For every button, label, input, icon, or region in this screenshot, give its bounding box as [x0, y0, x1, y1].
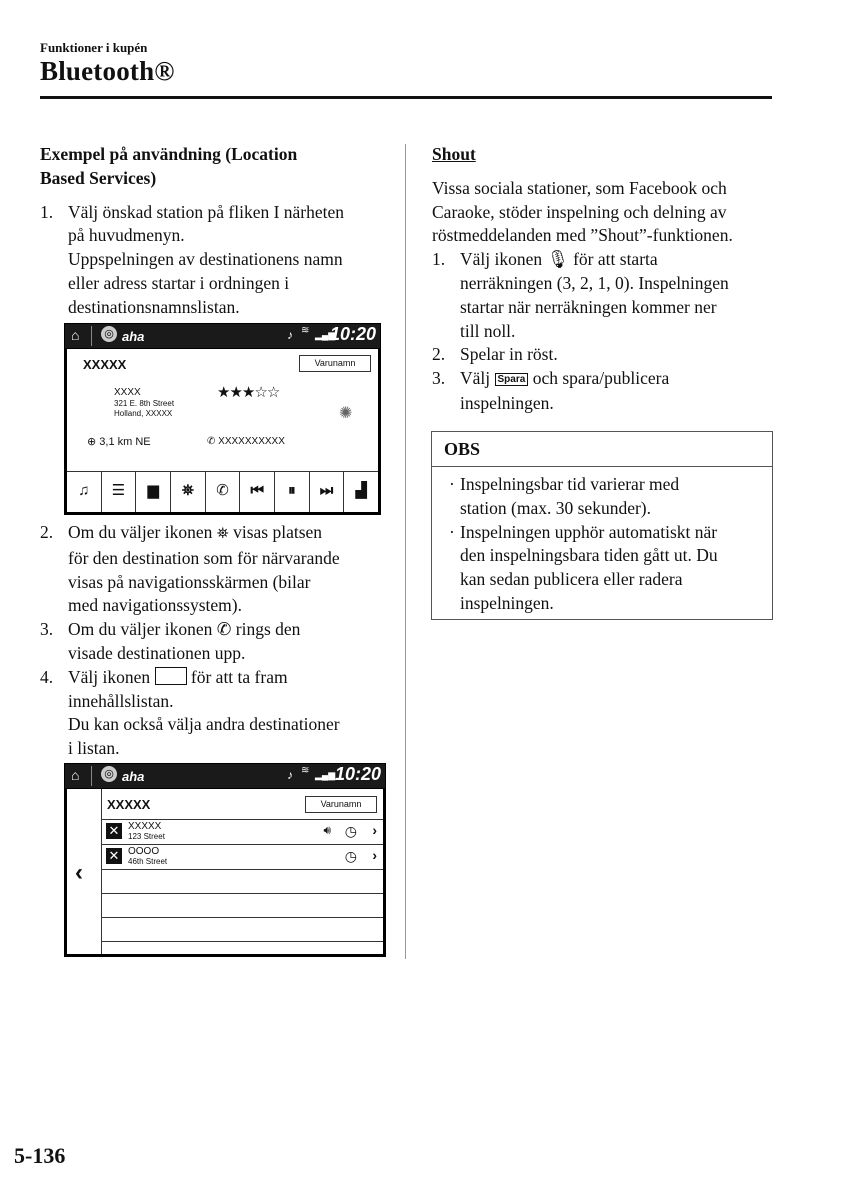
obs-title: OBS: [432, 432, 772, 467]
column-divider: [405, 144, 406, 959]
app-name: aha: [122, 769, 145, 784]
signal-icon: ▂▄▆: [315, 330, 336, 340]
right-column: [432, 143, 777, 416]
example-heading: Exempel på användning (Location Based Services): [40, 144, 298, 188]
shout-intro: Vissa sociala stationer, som Facebook och Caraoke, stöder inspelning och delning av röstmeddelanden med ”Shout”-funktionen.: [432, 177, 733, 246]
compass-icon: ⊕: [87, 436, 97, 448]
next-icon[interactable]: ⏭: [310, 472, 345, 512]
aha-logo-icon: ◎: [101, 326, 117, 342]
wifi-icon: ≋: [301, 765, 310, 776]
music-note-icon: ♪: [287, 328, 293, 342]
shout-step-3: 3. Välj Spara och spara/publicera inspelningen.: [432, 368, 670, 413]
address-line1: 321 E. 8th Street: [114, 399, 175, 408]
map-pin-icon: ⛯: [216, 526, 229, 542]
list-item[interactable]: ✕ OOOO 46th Street ◷ ›: [102, 845, 383, 870]
clock-icon: ◷: [344, 823, 357, 839]
star-empty-icon: ☆: [254, 384, 267, 401]
step-2: 2. Om du väljer ikonen ⛯ visas platsen för den destination som för närvarande visas på navigationsskärmen (bilar med navigationssystem).: [40, 522, 340, 616]
left-steps: [40, 521, 400, 761]
speaker-icon: 🔊︎: [323, 823, 331, 837]
note-bullet: · Inspelningsbar tid varierar med station (max. 30 sekunder).: [449, 474, 680, 518]
shout-step-1: 1. Välj ikonen 🎙︎ för att starta nerräkningen (3, 2, 1, 0). Inspelningen startar när nerräkningen kommer ner till noll.: [432, 249, 729, 341]
varunamn-button[interactable]: Varunamn: [299, 355, 371, 372]
category-icon: ✕: [106, 823, 122, 839]
control-bar: [67, 471, 378, 512]
equalizer-icon[interactable]: ▟: [355, 482, 367, 499]
screen-content: [67, 349, 378, 512]
music-icon[interactable]: ♫: [67, 472, 102, 512]
map-pin-icon[interactable]: ⛯: [171, 472, 206, 512]
chevron-right-icon[interactable]: ›: [372, 847, 377, 863]
aha-logo-icon: ◎: [101, 766, 117, 782]
left-column: [40, 143, 390, 320]
obs-note: [431, 431, 773, 620]
list-item[interactable]: ✕ XXXXX 123 Street 🔊︎ ◷ ›: [102, 820, 383, 845]
app-name: aha: [122, 329, 145, 344]
distance: ⊕ 3,1 km NE: [87, 436, 151, 448]
list-divider: [102, 941, 383, 942]
step-3: 3. Om du väljer ikonen ✆ rings den visade destinationen upp.: [40, 619, 301, 663]
clock: 10:20: [334, 764, 381, 784]
status-bar: [65, 324, 380, 348]
folder-icon[interactable]: ▆: [136, 472, 171, 512]
pause-icon[interactable]: ⏸: [275, 472, 310, 512]
shout-step-2: 2. Spelar in röst.: [432, 344, 558, 365]
previous-icon[interactable]: ⏮: [240, 472, 275, 512]
star-empty-icon: ☆: [266, 384, 280, 401]
star-rating: [217, 383, 279, 401]
screen-destination-list: [64, 763, 386, 957]
page-number: 5-136: [14, 1143, 66, 1168]
phone-icon: ✆: [216, 619, 232, 640]
signal-icon: ▂▄▆: [315, 770, 336, 780]
call-icon[interactable]: ✆: [206, 472, 241, 512]
category-icon: ✕: [106, 848, 122, 864]
varunamn-button[interactable]: Varunamn: [305, 796, 377, 813]
page-title: Bluetooth®: [40, 56, 175, 86]
clock: 10:20: [329, 324, 376, 344]
list-divider: [102, 917, 383, 918]
shout-heading: Shout: [432, 144, 476, 164]
screen-content: [67, 789, 383, 954]
list-icon[interactable]: ☰: [102, 472, 137, 512]
address-line2: Holland, XXXXX: [114, 409, 173, 418]
microphone-icon: 🎙︎: [546, 249, 569, 270]
place-name: XXXX: [114, 387, 141, 398]
station-name: XXXXX: [107, 797, 151, 812]
header-rule: [40, 96, 772, 99]
home-icon[interactable]: ⌂: [71, 767, 80, 783]
music-note-icon: ♪: [287, 768, 293, 782]
back-chevron-icon[interactable]: ‹: [75, 859, 83, 886]
folder-icon: [155, 667, 187, 685]
star-filled-icon: ★: [229, 384, 242, 401]
section-label: Funktioner i kupén: [40, 40, 148, 55]
chevron-right-icon[interactable]: ›: [372, 822, 377, 838]
step-4: 4. Välj ikonen för att ta fram innehållslistan. Du kan också välja andra destinationer i listan.: [40, 666, 340, 759]
clock-icon: ◷: [344, 848, 357, 864]
star-filled-icon: ★: [217, 384, 230, 401]
note-bullet: · Inspelningen upphör automatiskt när den inspelningsbara tiden gått ut. Du kan sedan publicera eller radera inspelningen.: [449, 521, 718, 613]
phone-icon: ✆: [207, 436, 216, 447]
station-name: XXXXX: [83, 357, 127, 372]
wifi-icon: ≋: [301, 325, 310, 336]
spara-button: Spara: [495, 373, 529, 386]
home-icon[interactable]: ⌂: [71, 327, 80, 343]
star-filled-icon: ★: [241, 384, 255, 401]
loading-spinner-icon: ✺: [339, 405, 353, 422]
step-1: 1. Välj önskad station på fliken I närheten på huvudmenyn. Uppspelningen av destinationens namn eller adress startar i ordningen i destinationsnamnslistan.: [40, 201, 345, 317]
screen-station-detail: [64, 323, 381, 515]
phone-number: ✆ XXXXXXXXXX: [207, 436, 285, 447]
status-bar: [65, 764, 385, 788]
list-divider: [102, 893, 383, 894]
